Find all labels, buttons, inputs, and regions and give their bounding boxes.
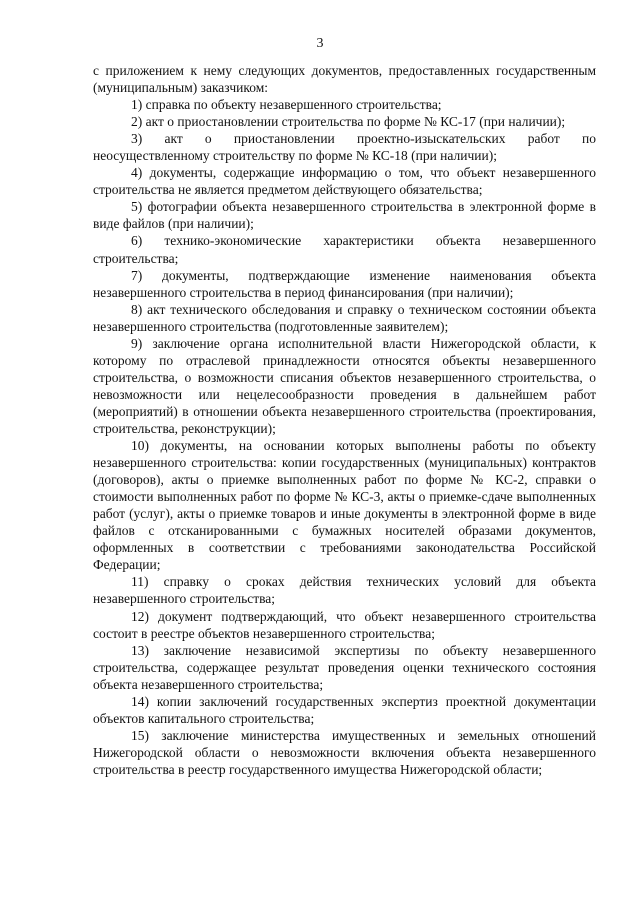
list-item-11: 11) справку о сроках действия технических условий для объекта незавершенного строительства; bbox=[93, 574, 596, 607]
list-item-12: 12) документ подтверждающий, что объект незавершенного строительства состоит в реестре объектов незавершенного строительства; bbox=[93, 608, 596, 641]
list-item-4: 4) документы, содержащие информацию о том, что объект незавершенного строительства не является предметом действующего обязательства; bbox=[93, 165, 596, 198]
intro-paragraph: с приложением к нему следующих документов, предоставленных государственным (муниципальным) заказчиком: bbox=[93, 63, 596, 96]
list-item-2: 2) акт о приостановлении строительства по форме № КС-17 (при наличии); bbox=[131, 114, 566, 130]
list-item-13: 13) заключение независимой экспертизы по объекту незавершенного строительства, содержащее результат проведения оценки технического состояния объекта незавершенного строительства; bbox=[93, 642, 596, 692]
list-item-8: 8) акт технического обследования и справку о техническом состоянии объекта незавершенного строительства (подготовленные заявителем); bbox=[93, 301, 596, 334]
list-item-6: 6) технико-экономические характеристики объекта незавершенного строительства; bbox=[93, 233, 596, 266]
list-item-3: 3) акт о приостановлении проектно-изыскательских работ по неосуществленному строительству по форме № КС-18 (при наличии); bbox=[93, 131, 596, 164]
list-item-10: 10) документы, на основании которых выполнены работы по объекту незавершенного строительства: копии государственных (муниципальных) контрактов (договоров), акты о приемке выполненных работ по форме № КС-2, справки о стоимости выполненных работ по форме № КС-3, акты о приемке-сдаче выполненных работ (услуг), акты о приемке товаров и иные документы в электронной форме в виде файлов с отсканированными с бумажных носителей образами документов, оформленных в соответствии с требованиями законодательства Российской Федерации; bbox=[93, 438, 596, 573]
document-body bbox=[93, 62, 596, 778]
page-number: 3 bbox=[316, 36, 324, 51]
list-item-14: 14) копии заключений государственных экспертиз проектной документации объектов капитального строительства; bbox=[93, 693, 596, 726]
list-item-15: 15) заключение министерства имущественных и земельных отношений Нижегородской области о невозможности включения объекта незавершенного строительства в реестр государственного имущества Нижегородской области; bbox=[93, 727, 596, 777]
list-item-7: 7) документы, подтверждающие изменение наименования объекта незавершенного строительства в период финансирования (при наличии); bbox=[93, 267, 596, 300]
list-item-5: 5) фотографии объекта незавершенного строительства в электронной форме в виде файлов (при наличии); bbox=[93, 199, 596, 232]
list-item-1: 1) справка по объекту незавершенного строительства; bbox=[131, 97, 442, 113]
list-item-9: 9) заключение органа исполнительной власти Нижегородской области, к которому по отраслевой принадлежности относятся объекты незавершенного строительства, о возможности списания объектов незавершенного строительства, о невозможности или нецелесообразности проведения в дальнейшем работ (мероприятий) в отношении объекта незавершенного строительства (проектирования, строительства, реконструкции); bbox=[93, 335, 596, 436]
